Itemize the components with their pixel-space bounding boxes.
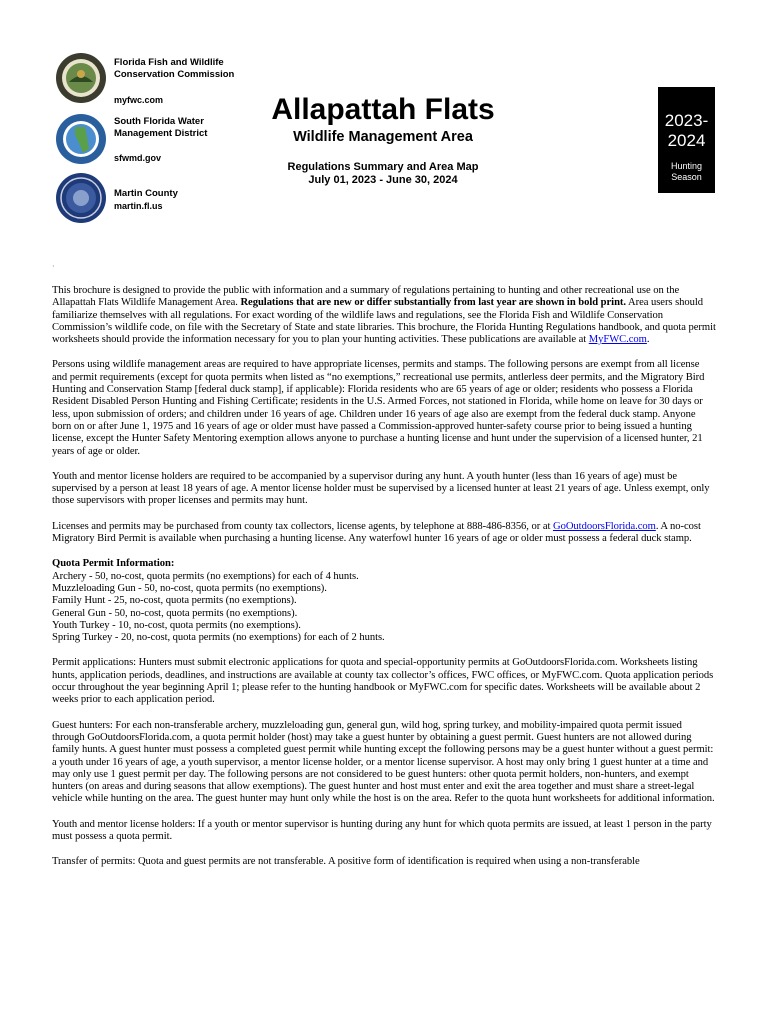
quota-item: Youth Turkey - 10, no-cost, quota permits (no exemptions). xyxy=(52,619,301,631)
season-years-bottom: 2024 xyxy=(667,131,706,150)
season-label-1: Hunting xyxy=(670,161,703,171)
quota-item: Muzzleloading Gun - 50, no-cost, quota permits (no exemptions). xyxy=(52,582,327,594)
martin-county-agency: Martin County martin.fl.us xyxy=(114,188,178,211)
myfwc-link[interactable]: MyFWC.com xyxy=(588,334,647,346)
quota-section xyxy=(52,558,716,644)
season-years-top: 2023- xyxy=(664,111,709,130)
fwc-seal-icon xyxy=(55,52,107,104)
stray-mark: · xyxy=(52,262,55,271)
gooutdoorsflorida-link[interactable]: GoOutdoorsFlorida.com xyxy=(552,520,656,532)
page-title: Allapattah Flats xyxy=(271,93,495,126)
brochure-body xyxy=(52,285,716,882)
quota-item: Family Hunt - 25, no-cost, quota permits (no exemptions). xyxy=(52,595,297,607)
martin-county-url[interactable]: martin.fl.us xyxy=(114,201,163,211)
purchase-paragraph: Licenses and permits may be purchased from county tax collectors, license agents, by telephone at 888-486-8356, or at GoOutdoorsFlorida.com. A no-cost Migratory Bird Permit is available when purchasing a hunting license. Any waterfowl hunter 16 years of age or older must possess a federal duck stamp. xyxy=(52,520,701,545)
youth-quota-paragraph: Youth and mentor license holders: If a youth or mentor supervisor is hunting during any hunt for which quota permits are issued, at least 1 person in the party must possess a quota permit. xyxy=(52,818,712,842)
season-badge xyxy=(658,87,715,193)
doc-type: Regulations Summary and Area Map xyxy=(287,161,479,173)
quota-item: Archery - 50, no-cost, quota permits (no exemptions) for each of 4 hunts. xyxy=(52,570,359,582)
guest-hunters-paragraph: Guest hunters: For each non-transferable archery, muzzleloading gun, general gun, wild hog, spring turkey, and mobility-impaired quota permit issued through GoOutdoorsFlorida.com, a quota permit holder (host) may take a guest hunter by obtaining a guest permit. Guest hunters are not allowed during family hunts. A guest hunter must possess a completed guest permit while hunting except the following persons may be a guest hunter without a guest permit: a youth under 16 years of age, a youth supervisor, a mentor license holder, or a mentor license supervisor. A host may only bring 1 guest hunter at a time and may only use 1 guest permit per day. The following persons are not considered to be guest hunters: other quota permit holders, non-hunters, and exempt hunters (on areas and during seasons that allow exemptions). The guest hunter and host must enter and exit the area together and must share a street-legal vehicle while hunting on the area. The guest hunter may hunt only while the host is on the area. Refer to the quota hunt worksheets for additional information. xyxy=(52,719,715,805)
youth-mentor-paragraph: Youth and mentor license holders are required to be accompanied by a supervisor during any hunt. A youth hunter (less than 16 years of age) must be supervised by a person at least 18 years of age. A mentor license holder must be supervised by a licensed hunter at least 21 years of age. Unless exempt, only those supervisors with proper licenses and permits may hunt. xyxy=(52,470,710,507)
quota-heading: Quota Permit Information: xyxy=(52,558,175,570)
fwc-url[interactable]: myfwc.com xyxy=(114,95,164,105)
sfwmd-seal-icon xyxy=(55,113,107,165)
page-subtitle: Wildlife Management Area xyxy=(293,129,473,145)
quota-item: General Gun - 50, no-cost, quota permits (no exemptions). xyxy=(52,607,298,619)
martin-county-seal-icon xyxy=(55,172,107,224)
fwc-agency-name: Florida Fish and Wildlife Conservation Commission xyxy=(114,57,235,80)
license-paragraph: Persons using wildlife management areas are required to have appropriate licenses, permits and stamps. The following persons are exempt from all license and permit requirements (except for quota permits when listed as “no exemptions,” recreational use permits, antlerless deer permits, and the Migratory Bird Hunting and Conservation Stamp [federal duck stamp], if applicable): Florida residents who are 65 years of age or older; residents who possess a Florida Resident Disabled Person Hunting and Fishing Certificate; residents in the U.S. Armed Forces, not stationed in Florida, while home on leave for 30 days or less, upon submission of orders; and children under 16 years of age. Children under 16 years of age also are exempt from the federal duck stamp. Anyone born on or after June 1, 1975 and 16 years of age or older must have passed a Commission-approved hunter-safety course prior to being issued a hunting license, except the Hunter Safety Mentoring exemption allows anyone to purchase a hunting license and hunt under the supervision of a licensed hunter, 21 years of age or older. xyxy=(52,359,705,457)
season-label-2: Season xyxy=(671,172,702,182)
bold-notice: Regulations that are new or differ substantially from last year are shown in bold print. xyxy=(240,297,626,309)
quota-item: Spring Turkey - 20, no-cost, quota permits (no exemptions) for each of 2 hunts. xyxy=(52,632,385,644)
permit-applications-paragraph: Permit applications: Hunters must submit electronic applications for quota and special-opportunity permits at GoOutdoorsFlorida.com. Worksheets listing hunts, application periods, deadlines, and instructions are available at county tax collector’s offices, FWC offices, or MyFWC.com. Quota application periods occur throughout the year beginning April 1; please refer to the hunting handbook or MyFWC.com for specific dates. Worksheets will be available about 2 weeks prior to each application period. xyxy=(52,657,714,706)
intro-paragraph: This brochure is designed to provide the public with information and a summary of regulations pertaining to hunting and other recreational use on the Allapattah Flats Wildlife Management Area. Regulations that are new or differ substantially from last year are shown in bold print. Area users should familiarize themselves with all regulations. For exact wording of the wildlife laws and regulations, see the Florida Fish and Wildlife Conservation Commission’s wildlife code, on file with the Secretary of State and state libraries. This brochure, the Florida Hunting Regulations handbook, and quota permit worksheets should provide the information necessary for you to plan your hunting activities. These publications are available at MyFWC.com. xyxy=(52,285,716,346)
date-range: July 01, 2023 - June 30, 2024 xyxy=(308,174,458,186)
transfer-permits-paragraph: Transfer of permits: Quota and guest permits are not transferable. A positive form of identification is required when using a non-transferable xyxy=(52,856,640,868)
sfwmd-url[interactable]: sfwmd.gov xyxy=(114,153,162,163)
sfwmd-agency-name: South Florida Water Management District xyxy=(114,116,208,139)
